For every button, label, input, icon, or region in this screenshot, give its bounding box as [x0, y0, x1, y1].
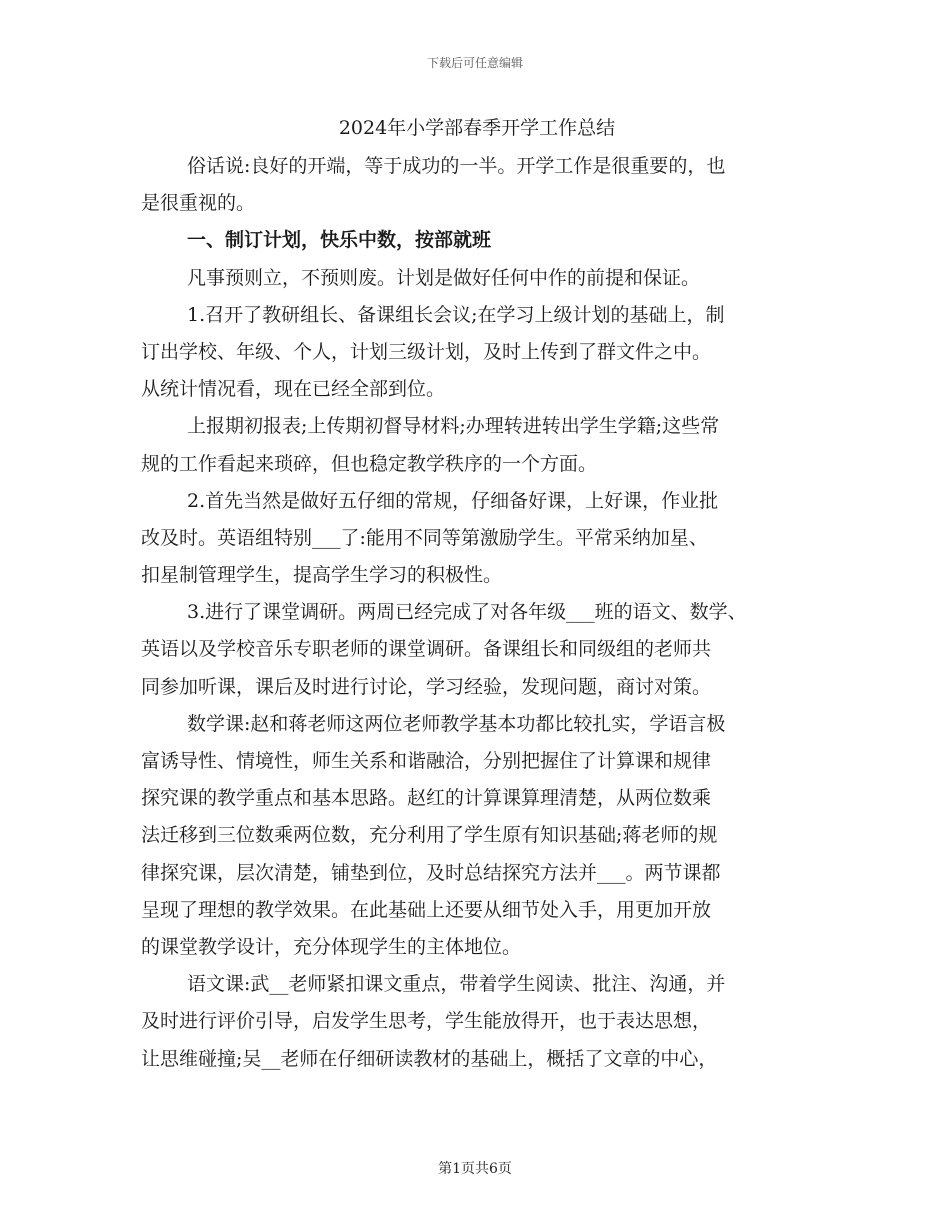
paragraph-line: 从统计情况看，现在已经全部到位。: [141, 378, 446, 401]
document-title: 2024年小学部春季开学工作总结: [338, 117, 616, 139]
paragraph-line: 让思维碰撞;吴__老师在仔细研读教材的基础上，概括了文章的中心，: [141, 1047, 718, 1070]
paragraph-line: 律探究课，层次清楚，铺垫到位，及时总结探究方法并___。两节课都: [141, 861, 721, 884]
paragraph-line: 俗话说:良好的开端，等于成功的一半。开学工作是很重要的，也: [187, 155, 726, 177]
page-header-note: 下载后可任意编辑: [426, 56, 523, 70]
paragraph-line: 同参加听课，课后及时进行讨论，学习经验，发现问题，商讨对策。: [141, 675, 712, 698]
document-body: [141, 108, 813, 1078]
paragraph-line: 法迁移到三位数乘两位数，充分利用了学生原有知识基础;蒋老师的规: [141, 824, 718, 847]
paragraph-line: 3.进行了课堂调研。两周已经完成了对各年级___班的语文、数学、: [187, 601, 747, 624]
paragraph-line: 改及时。英语组特别___了:能用不同等第激励学生。平常采纳加星、: [141, 526, 708, 549]
paragraph-line: 及时进行评价引导，启发学生思考，学生能放得开，也于表达思想，: [141, 1010, 712, 1033]
paragraph-line: 探究课的教学重点和基本思路。赵红的计算课算理清楚，从两位数乘: [141, 787, 712, 810]
paragraph-line: 订出学校、年级、个人，计划三级计划，及时上传到了群文件之中。: [141, 340, 712, 363]
paragraph-line: 上报期初报表;上传期初督导材料;办理转进转出学生学籍;这些常: [187, 415, 720, 438]
paragraph-line: 2.首先当然是做好五仔细的常规，仔细备好课，上好课，作业批: [187, 489, 719, 512]
paragraph-line: 富诱导性、情境性，师生关系和谐融洽，分别把握住了计算课和规律: [141, 750, 712, 772]
paragraph-line: 是很重视的。: [141, 192, 256, 215]
paragraph-line: 凡事预则立，不预则废。计划是做好任何中作的前提和保证。: [187, 266, 701, 289]
paragraph-line: 数学课:赵和蒋老师这两位老师教学基本功都比较扎实，学语言极: [187, 712, 726, 735]
section-heading: 一、制订计划，快乐中数，按部就班: [187, 229, 492, 252]
paragraph-line: 英语以及学校音乐专职老师的课堂调研。备课组长和同级组的老师共: [141, 638, 712, 661]
paragraph-line: 扣星制管理学生，提高学生学习的积极性。: [141, 564, 503, 587]
paragraph-line: 的课堂教学设计，充分体现学生的主体地位。: [141, 935, 522, 958]
page-number: 第1页共6页: [438, 1161, 512, 1177]
paragraph-line: 语文课:武__老师紧扣课文重点，带着学生阅读、批注、沟通，并: [187, 973, 726, 996]
document-text: [141, 148, 813, 1078]
paragraph-line: 规的工作看起来琐碎，但也稳定教学秩序的一个方面。: [141, 452, 598, 475]
paragraph-line: 呈现了理想的教学效果。在此基础上还要从细节处入手，用更加开放: [141, 898, 712, 921]
paragraph-line: 1.召开了教研组长、备课组长会议;在学习上级计划的基础上，制: [187, 303, 725, 326]
